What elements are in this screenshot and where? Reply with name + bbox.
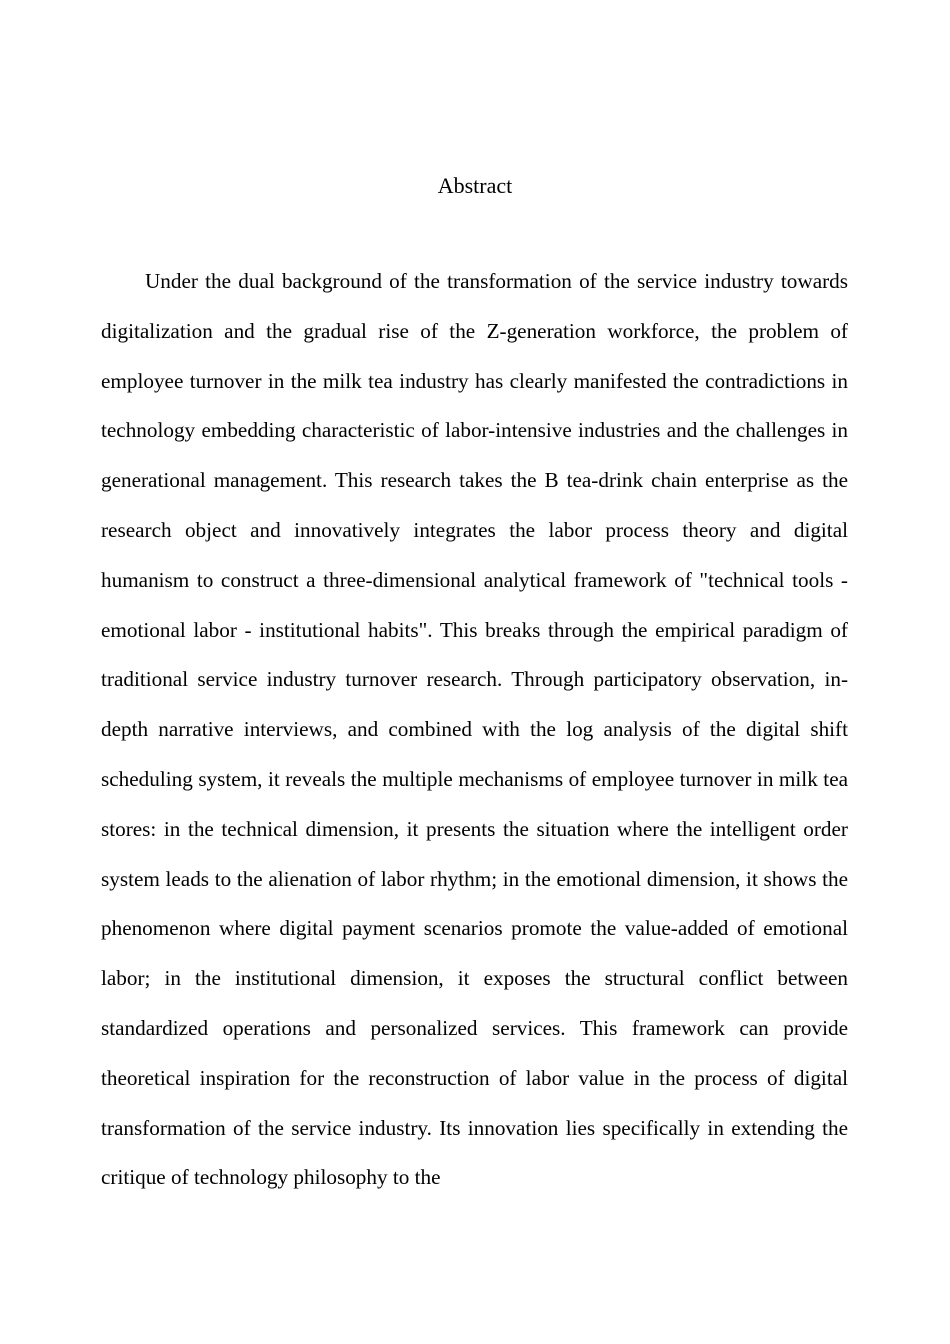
abstract-paragraph: Under the dual background of the transformation of the service industry towards digitalization and the gradual rise of the Z-generation workforce, the problem of employee turnover in the milk tea industry has clearly manifested the contradictions in technology embedding characteristic of labor-intensive industries and the challenges in generational management. This research takes the B tea-drink chain enterprise as the research object and innovatively integrates the labor process theory and digital humanism to construct a three-dimensional analytical framework of "technical tools - emotional labor - institutional habits". This breaks through the empirical paradigm of traditional service industry turnover research. Through participatory observation, in-depth narrative interviews, and combined with the log analysis of the digital shift scheduling system, it reveals the multiple mechanisms of employee turnover in milk tea stores: in the technical dimension, it presents the situation where the intelligent order system leads to the alienation of labor rhythm; in the emotional dimension, it shows the phenomenon where digital payment scenarios promote the value-added of emotional labor; in the institutional dimension, it exposes the structural conflict between standardized operations and personalized services. This framework can provide theoretical inspiration for the reconstruction of labor value in the process of digital transformation of the service industry. Its innovation lies specifically in extending the critique of technology philosophy to the bbox=[101, 269, 848, 1190]
abstract-title: Abstract bbox=[437, 173, 513, 198]
